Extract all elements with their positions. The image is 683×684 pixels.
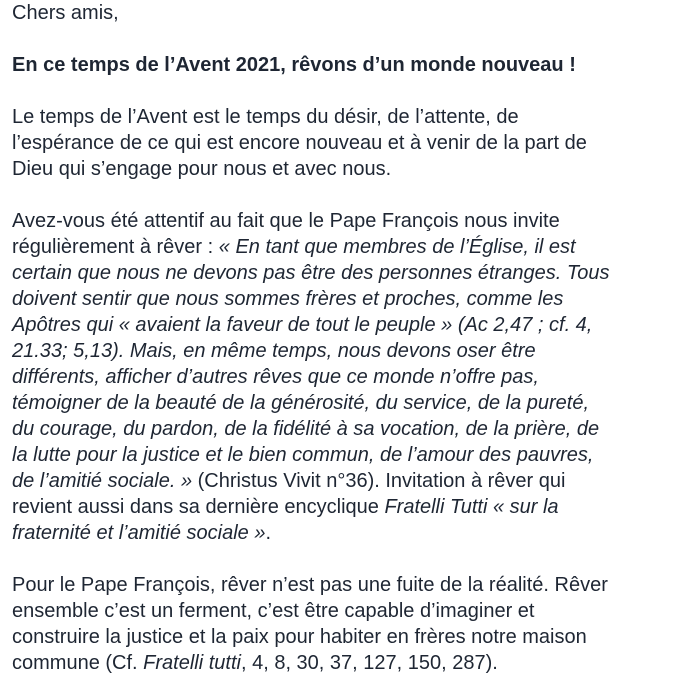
paragraph-3-line: Pour le Pape François, rêver n’est pas une fuite de la réalité. Rêver <box>12 574 608 596</box>
heading: En ce temps de l’Avent 2021, rêvons d’un monde nouveau ! <box>12 54 576 76</box>
encyclical-title: Fratelli tutti <box>143 652 241 674</box>
paragraph-2-line <box>12 442 609 468</box>
quote-text: de l’amitié sociale. » <box>12 470 193 492</box>
paragraph-2-line <box>12 416 609 442</box>
paragraph-1-line: Le temps de l’Avent est le temps du désir, de l’attente, de <box>12 106 519 128</box>
quote-text: « En tant que membres de l’Église, il est <box>218 236 576 258</box>
quote-text: la lutte pour la justice et le bien commun, de l’amour des pauvres, <box>12 444 594 466</box>
text-run: , 4, 8, 30, 37, 127, 150, 287). <box>240 652 498 674</box>
paragraph-2 <box>12 208 609 546</box>
paragraph-2-line <box>12 312 609 338</box>
paragraph-2-line <box>12 260 609 286</box>
quote-text: Apôtres qui « avaient la faveur de tout le peuple » (Ac 2,47 ; cf. 4, <box>12 314 593 336</box>
encyclical-title: Fratelli Tutti « sur la <box>384 496 559 518</box>
paragraph-2-line <box>12 286 609 312</box>
paragraph-2-line <box>12 494 609 520</box>
paragraph-1-line: l’espérance de ce qui est encore nouveau et à venir de la part de <box>12 132 587 154</box>
quote-text: doivent sentir que nous sommes frères et proches, comme les <box>12 288 564 310</box>
text-run: . <box>265 522 272 544</box>
text-run: commune (Cf. <box>12 652 144 674</box>
quote-text: différents, afficher d’autres rêves que ce monde n’offre pas, <box>12 366 539 388</box>
paragraph-2-line <box>12 468 609 494</box>
text-run: régulièrement à rêver : <box>12 236 219 258</box>
greeting: Chers amis, <box>12 2 119 24</box>
paragraph-2-line <box>12 520 609 546</box>
encyclical-subtitle: fraternité et l’amitié sociale » <box>12 522 266 544</box>
paragraph-3-line: construire la justice et la paix pour habiter en frères notre maison <box>12 626 587 648</box>
paragraph-1-line: Dieu qui s’engage pour nous et avec nous. <box>12 158 392 180</box>
quote-text: du courage, du pardon, de la fidélité à sa vocation, de la prière, de <box>12 418 600 440</box>
text-run: (Christus Vivit n°36). Invitation à rêver qui <box>192 470 566 492</box>
quote-text: certain que nous ne devons pas être des personnes étranges. Tous <box>12 262 610 284</box>
quote-text: témoigner de la beauté de la générosité, du service, de la pureté, <box>12 392 590 414</box>
paragraph-2-line <box>12 390 609 416</box>
paragraph-3-line: ensemble c’est un ferment, c’est être capable d’imaginer et <box>12 600 535 622</box>
paragraph-3 <box>12 572 608 676</box>
paragraph-3-line <box>12 650 608 676</box>
text-run: revient aussi dans sa dernière encyclique <box>12 496 385 518</box>
quote-text: 21.33; 5,13). Mais, en même temps, nous devons oser être <box>12 340 536 362</box>
paragraph-1 <box>12 104 587 182</box>
paragraph-2-line <box>12 234 609 260</box>
paragraph-2-line <box>12 364 609 390</box>
paragraph-2-line: Avez-vous été attentif au fait que le Pape François nous invite <box>12 210 560 232</box>
paragraph-2-line <box>12 338 609 364</box>
